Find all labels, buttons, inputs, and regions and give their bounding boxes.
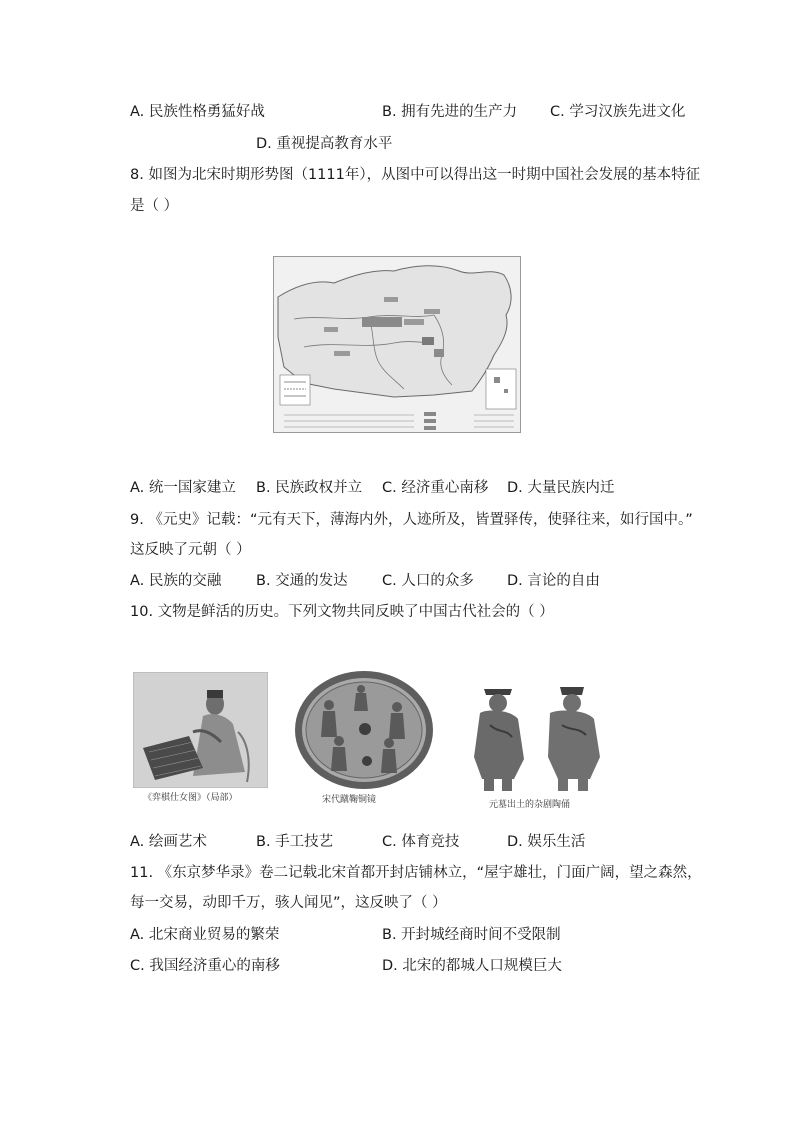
q10-option-c: C. 体育竞技 <box>382 834 460 850</box>
cuju-mirror-image <box>293 669 435 791</box>
q11-option-a: A. 北宋商业贸易的繁荣 <box>130 927 280 943</box>
weiqi-painting-image <box>133 672 268 788</box>
q7-option-b: B. 拥有先进的生产力 <box>382 104 518 120</box>
q8-option-b: B. 民族政权并立 <box>256 480 363 496</box>
q9-option-b: B. 交通的发达 <box>256 573 348 589</box>
q10-option-b: B. 手工技艺 <box>256 834 334 850</box>
q11-option-c: C. 我国经济重心的南移 <box>130 958 280 974</box>
q9-stem-line2: 这反映了元朝（ ） <box>130 542 251 558</box>
q11-stem-line1: 11. 《东京梦华录》卷二记载北宋首都开封店铺林立，“屋宇雄壮，门面广阔，望之森然， <box>130 865 702 881</box>
q10-option-a: A. 绘画艺术 <box>130 834 207 850</box>
q7-option-a: A. 民族性格勇猛好战 <box>130 104 265 120</box>
map-graphic <box>274 257 520 432</box>
caption-mirror: 宋代蹴鞠铜镜 <box>322 795 377 805</box>
q8-option-c: C. 经济重心南移 <box>382 480 489 496</box>
song-map-figure <box>273 256 521 433</box>
q9-option-a: A. 民族的交融 <box>130 573 222 589</box>
q9-option-d: D. 言论的自由 <box>507 573 600 589</box>
q11-stem-line2: 每一交易，动即千万，骇人闻见”，这反映了（ ） <box>130 895 447 911</box>
q9-stem-line1: 9. 《元史》记载：“元有天下，薄海内外，人迹所及，皆置驿传，使驿往来，如行国中。” <box>130 512 693 528</box>
q9-option-c: C. 人口的众多 <box>382 573 474 589</box>
q7-option-d: D. 重视提高教育水平 <box>256 136 393 152</box>
q8-option-d: D. 大量民族内迁 <box>507 480 615 496</box>
q11-option-d: D. 北宋的都城人口规模巨大 <box>382 958 562 974</box>
q7-option-c: C. 学习汉族先进文化 <box>550 104 686 120</box>
q10-stem: 10. 文物是鲜活的历史。下列文物共同反映了中国古代社会的（ ） <box>130 604 554 620</box>
q8-stem-line1: 8. 如图为北宋时期形势图（1111年），从图中可以得出这一时期中国社会发展的基本特征 <box>130 167 701 183</box>
caption-figurines: 元墓出土的杂剧陶俑 <box>489 800 571 810</box>
q10-option-d: D. 娱乐生活 <box>507 834 586 850</box>
q8-option-a: A. 统一国家建立 <box>130 480 236 496</box>
caption-painting: 《弈棋仕女图》（局部） <box>143 793 238 803</box>
q8-stem-line2: 是（ ） <box>130 198 179 214</box>
q11-option-b: B. 开封城经商时间不受限制 <box>382 927 561 943</box>
zaju-figurines-image <box>466 679 618 795</box>
